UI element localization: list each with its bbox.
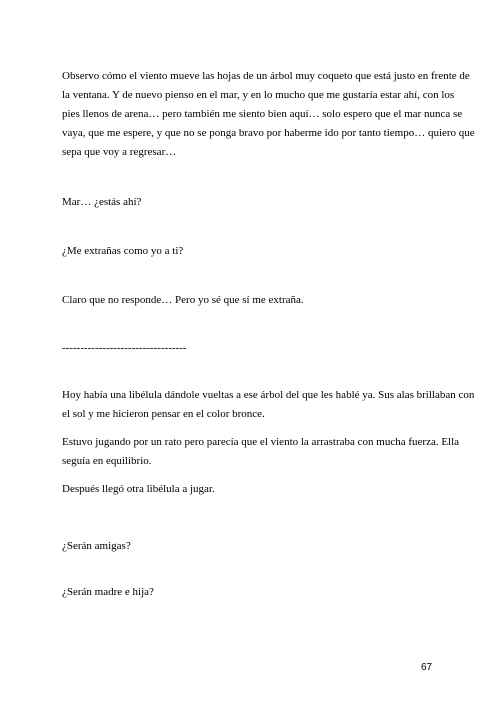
paragraph-question-mother [62,583,440,602]
text-line: Claro que no responde… Pero yo sé que sí me extraña. [62,294,304,306]
paragraph-wind-balance [62,433,460,471]
text-line: pies llenos de arena… pero también me siento bien aquí… solo espero que el mar nunca se [62,108,463,120]
paragraph-ocean-reflection [62,67,475,162]
separator-line: ---------------------------------- [62,342,187,354]
text-line: Mar… ¿estás ahí? [62,196,142,208]
text-line: la ventana. Y de nuevo pienso en el mar, y en lo mucho que me gustaría estar ahí, con los [62,89,455,101]
text-line: Estuvo jugando por un rato pero parecía que el viento la arrastraba con mucha fuerza. Ella [62,436,460,448]
section-separator [62,339,440,358]
text-line: el sol y me hicieron pensar en el color bronce. [62,408,265,420]
text-line: seguía en equilibrio. [62,455,152,467]
text-line: ¿Serán amigas? [62,540,131,552]
paragraph-question-sea [62,193,440,212]
paragraph-question-miss [62,242,440,261]
text-line: Después llegó otra libélula a jugar. [62,483,215,495]
text-line: ¿Me extrañas como yo a ti? [62,245,184,257]
paragraph-second-dragonfly [62,480,440,499]
text-line: Observo cómo el viento mueve las hojas de un árbol muy coqueto que está justo en frente de [62,70,470,82]
text-line: ¿Serán madre e hija? [62,586,154,598]
text-line: Hoy había una libélula dándole vueltas a ese árbol del que les hablé ya. Sus alas brillaban con [62,389,475,401]
page-number: 67 [421,662,433,673]
paragraph-dragonfly [62,386,475,424]
text-line: sepa que voy a regresar… [62,146,177,158]
text-line: vaya, que me espere, y que no se ponga bravo por haberme ido por tanto tiempo… quiero que [62,127,475,139]
paragraph-no-answer [62,291,440,310]
paragraph-question-friends [62,537,440,556]
